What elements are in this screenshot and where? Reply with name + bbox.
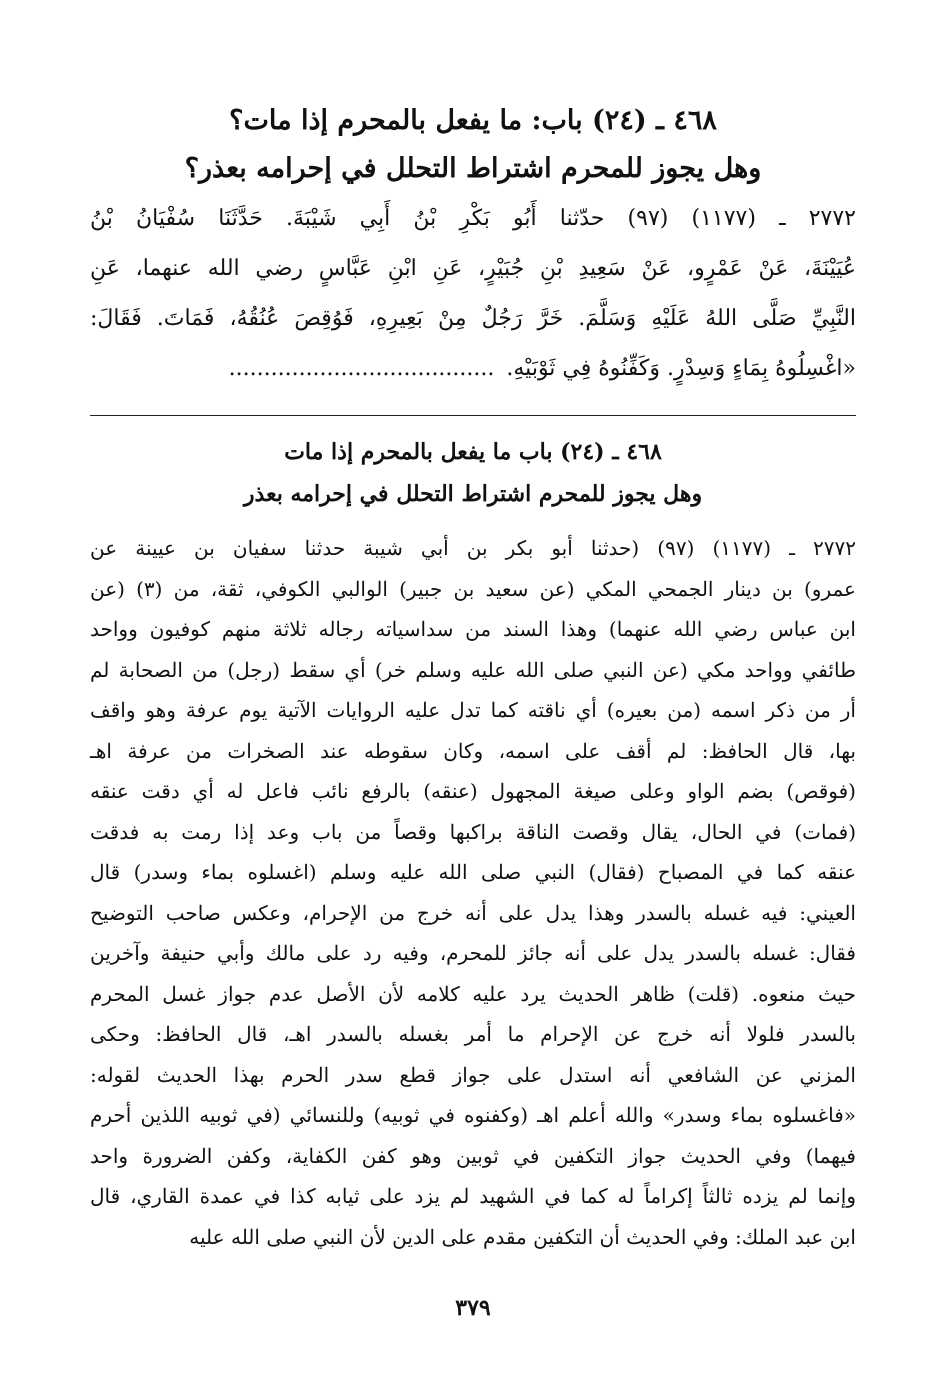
commentary-line: عمرو) بن دينار الجمحي المكي (عن سعيد بن جبير) الوالبي الكوفي، ثقة، من (٣) (عن xyxy=(90,576,856,601)
commentary-line: المزني عن الشافعي أنه استدل على جواز قطع سدر الحرم بهذا الحديث لقوله: xyxy=(90,1062,856,1087)
commentary-line: العيني: فيه غسله بالسدر وهذا يدل على أنه خرج من الإحرام، وعكس صاحب التوضيح xyxy=(90,900,856,925)
hadith-line-last xyxy=(90,344,856,394)
commentary-line: (فوقص) بضم الواو وعلى صيغة المجهول (عنقه) بالرفع نائب فاعل له أي دقت عنقه xyxy=(90,779,856,803)
hadith-line: ٢٧٧٢ ـ (١١٧٧) (٩٧) حدّثنا أَبُو بَكْرِ بْنُ أَبِي شَيْبَةَ. حَدَّثَنَا سُفْيَانُ بْنُ xyxy=(90,206,856,231)
hadith-line: النَّبِيِّ صَلَّى اللهُ عَلَيْهِ وَسَلَّمَ. خَرَّ رَجُلٌ مِنْ بَعِيرِهِ، فَوُقِصَ عُنُقُهُ، فَمَاتَ. فَقَالَ: xyxy=(90,306,856,331)
section-divider xyxy=(90,415,856,416)
matn-heading-line-1: ٤٦٨ ـ (٢٤) باب: ما يفعل بالمحرم إذا مات؟ xyxy=(229,105,717,136)
commentary-line: ٢٧٧٢ ـ (١١٧٧) (٩٧) (حدثنا أبو بكر بن أبي شيبة حدثنا سفيان بن عيينة عن xyxy=(90,536,856,560)
commentary-line: بالسدر فلولا أنه خرج عن الإحرام ما أمر بغسله بالسدر اهـ، قال الحافظ: وحكى xyxy=(90,1022,856,1046)
commentary-line: حيث منعوه. (قلت) ظاهر الحديث يرد عليه كلامه لأن الأصل عدم جواز غسل المحرم xyxy=(90,981,856,1006)
commentary-text xyxy=(90,528,856,1257)
commentary-line: عنقه كما في المصباح (فقال) النبي صلى الله عليه وسلم (اغسلوه بماء وسدر) قال xyxy=(90,860,856,884)
commentary-line: ابن عباس رضي الله عنهما) وهذا السند من سداسياته رجاله ثلاثة منهم كوفيون وواحد xyxy=(90,617,856,641)
commentary-line: فقال: غسله بالسدر يدل على أنه جائز للمحرم، وفيه رد على مالك وأبي حنيفة وآخرين xyxy=(90,941,856,965)
commentary-line: طائفي وواحد مكي (عن النبي صلى الله عليه وسلم خر) أي سقط (رجل) من الصحابة لم xyxy=(90,657,856,682)
commentary-line: وإنما لم يزده ثالثاً إكراماً له كما في الشهيد لم يزد على ثيابه كذا في عمدة القاري، قال xyxy=(90,1184,856,1208)
sharh-heading-line-2: وهل يجوز للمحرم اشتراط التحلل في إحرامه بعذر xyxy=(243,481,703,507)
commentary-line: (فمات) في الحال، يقال وقصت الناقة براكبها وقصاً من باب وعد إذا رمت به فدقت xyxy=(90,819,856,844)
page-number: ٣٧٩ xyxy=(455,1295,491,1321)
hadith-text xyxy=(90,194,856,394)
commentary-line: «فاغسلوه بماء وسدر» والله أعلم اهـ (وكفنوه في ثوبيه) وللنسائي (في ثوبيه اللذين أحرم xyxy=(90,1103,856,1127)
matn-heading-line-2: وهل يجوز للمحرم اشتراط التحلل في إحرامه بعذر؟ xyxy=(184,153,762,184)
commentary-line: ابن عبد الملك: وفي الحديث أن التكفين مقدم على الدين لأن النبي صلى الله عليه xyxy=(189,1224,856,1249)
commentary-line: فيهما) وفي الحديث جواز التكفين في ثوبين وهو كفن الكفاية، وكفن الضرورة واحد xyxy=(90,1143,856,1168)
commentary-line: أر من ذكر اسمه (من بعيره) أي ناقته كما تدل عليه الروايات الآتية يوم عرفة وهو واقف xyxy=(90,698,856,722)
hadith-line: «اغْسِلُوهُ بِمَاءٍ وَسِدْرٍ. وَكَفِّنُوهُ فِي ثَوْبَيْهِ. xyxy=(506,356,856,381)
hadith-line: عُيَيْنَةَ، عَنْ عَمْرٍو، عَنْ سَعِيدِ بْنِ جُبَيْرٍ، عَنِ ابْنِ عَبَّاسٍ رضي الله عنهما، عَنِ xyxy=(90,256,856,281)
ellipsis-dots: ...................................... xyxy=(228,356,495,381)
commentary-line: بها، قال الحافظ: لم أقف على اسمه، وكان سقوطه عند الصخرات من عرفة اهـ xyxy=(90,738,856,763)
sharh-heading-line-1: ٤٦٨ ـ (٢٤) باب ما يفعل بالمحرم إذا مات xyxy=(284,439,662,465)
